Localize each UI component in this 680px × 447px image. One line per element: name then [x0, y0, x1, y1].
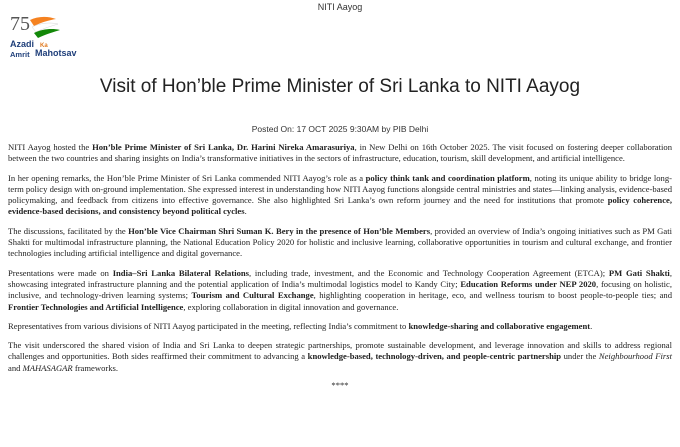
text: , showcasing integrated infrastructure planning and the potential application of India’s multimodal logistics model to Kandy City;	[8, 267, 672, 289]
paragraph-6	[8, 340, 672, 374]
bold-text: knowledge-sharing and collaborative engagement	[408, 320, 591, 331]
bold-text: policy think tank and coordination platform	[365, 172, 530, 183]
bold-text: policy coherence, evidence-based decisions, and consistency beyond political cycles	[8, 195, 672, 217]
end-separator: ****	[331, 380, 349, 391]
text: Representatives from various divisions of NITI Aayog participated in the meeting, reflecting India’s commitment to	[8, 320, 409, 331]
bold-text: knowledge-based, technology-driven, and people-centric partnership	[307, 351, 562, 362]
text: , provided an overview of India’s ongoing initiatives such as PM Gati Shakti for multimodal infrastructure planning, the National Education Policy 2020 for holistic and inclusive learning, collaborative opportunities in tourism and cultural exchange, and frontier technologies including artificial intelligence and digital governance.	[8, 225, 672, 259]
azadi-ka-amrit-mahotsav-logo	[8, 14, 94, 60]
paragraph-1	[8, 142, 672, 165]
italic-text: Neighbourhood First	[598, 351, 672, 362]
text: under the	[561, 351, 599, 362]
logo-ka: Ka	[40, 43, 48, 49]
paragraph-5	[8, 321, 672, 332]
text: frameworks.	[72, 362, 119, 373]
bold-text: Hon’ble Prime Minister of Sri Lanka, Dr. Harini Nireka Amarasuriya	[92, 142, 355, 152]
text: In her opening remarks, the Hon’ble Prime Minister of Sri Lanka commended NITI Aayog’s role as a	[8, 172, 366, 183]
paragraph-2	[8, 173, 672, 218]
bold-text: Frontier Technologies and Artificial Intelligence	[8, 301, 184, 312]
logo-number: 75	[10, 13, 30, 35]
logo-amrit: Amrit	[10, 50, 30, 59]
text: The discussions, facilitated by the	[8, 225, 129, 236]
text: , highlighting cooperation in heritage, eco, and wellness tourism to boost people-to-people ties; and	[313, 290, 672, 301]
article-title: Visit of Hon’ble Prime Minister of Sri Lanka to NITI Aayog	[99, 76, 581, 97]
text: and	[8, 362, 23, 373]
posted-date: Posted On: 17 OCT 2025 9:30AM by PIB Delhi	[251, 124, 429, 134]
text: , focusing on holistic, inclusive, and technology-driven learning systems;	[8, 278, 672, 301]
site-header: NITI Aayog	[317, 2, 363, 12]
bold-text: India–Sri Lanka Bilateral Relations	[112, 267, 250, 278]
bold-text: Tourism and Cultural Exchange	[191, 290, 314, 301]
text: , noting its unique ability to bridge long-term policy design with on-ground implementation. She expressed interest in understanding how NITI Aayog functions alongside central ministries and states—linking analysis, evidence-based policymaking, and feedback from citizens into effective governance. She also highlighted Sri Lanka’s own reform journey and the need for institutions that promote	[8, 172, 672, 206]
logo-azadi: Azadi	[10, 39, 35, 49]
paragraph-4	[8, 268, 672, 313]
text: .	[244, 206, 247, 217]
paragraph-3	[8, 226, 672, 260]
italic-text: MAHASAGAR	[22, 362, 73, 373]
logo-mahotsav: Mahotsav	[35, 48, 77, 58]
text: The visit underscored the shared vision of India and Sri Lanka to deepen strategic partnerships, promote sustainable development, and leverage innovation and skills to address regional challenges and opportunities. Both sides reaffirmed their commitment to advancing a	[8, 340, 672, 362]
text: Presentations were made on	[8, 267, 113, 278]
bold-text: Hon’ble Vice Chairman Shri Suman K. Bery in the presence of Hon’ble Members	[128, 225, 431, 236]
text: , in New Delhi on 16th October 2025. The visit focused on fostering deeper collaboration between the two countries and sharing insights on India’s transformative initiatives in the sectors of infrastructure, education, tourism, skill development, and artificial intelligence.	[8, 142, 672, 164]
article-body	[8, 142, 672, 391]
bold-text: PM Gati Shakti	[608, 267, 670, 278]
text: , including trade, investment, and the Economic and Technology Cooperation Agreement (ETCA);	[249, 267, 609, 278]
bold-text: Education Reforms under NEP 2020	[460, 278, 597, 289]
text: .	[590, 320, 593, 331]
text: NITI Aayog hosted the	[8, 142, 93, 152]
text: , exploring collaboration in digital innovation and governance.	[183, 301, 399, 312]
